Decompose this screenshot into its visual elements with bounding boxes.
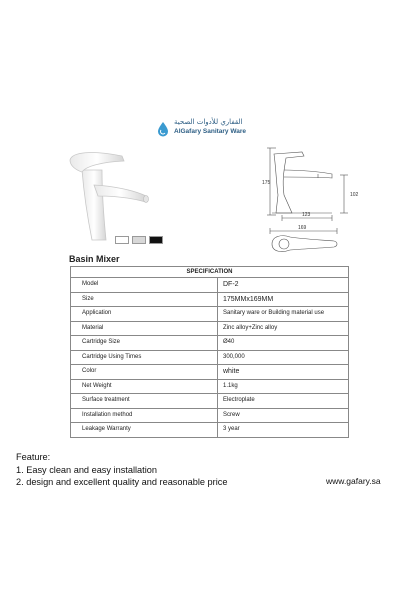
- swatch-white: [115, 236, 129, 244]
- dim-length: 169: [298, 225, 307, 231]
- spec-label: Surface treatment: [71, 394, 218, 409]
- spec-value: DF-2: [218, 278, 349, 293]
- spec-value: white: [218, 365, 349, 380]
- spec-label: Leakage Warranty: [71, 423, 218, 438]
- spec-label: Cartridge Using Times: [71, 350, 218, 365]
- swatch-grey: [132, 236, 146, 244]
- spec-label: Color: [71, 365, 218, 380]
- swatch-black: [149, 236, 163, 244]
- brand-logo: [156, 118, 266, 140]
- table-row: [71, 321, 349, 336]
- feature-item: 2. design and excellent quality and reasonable price: [16, 477, 228, 487]
- table-row: [71, 292, 349, 307]
- spec-label: Installation method: [71, 408, 218, 423]
- spec-value: 175MMx169MM: [218, 292, 349, 307]
- spec-value: Zinc alloy+Zinc alloy: [218, 321, 349, 336]
- spec-label: Model: [71, 278, 218, 293]
- water-drop-icon: [156, 121, 170, 137]
- product-title: Basin Mixer: [69, 254, 120, 264]
- table-row: [71, 350, 349, 365]
- spec-label: Material: [71, 321, 218, 336]
- spec-value: Ø40: [218, 336, 349, 351]
- spec-value: Sanitary ware or Building material use: [218, 307, 349, 322]
- spec-value: 3 year: [218, 423, 349, 438]
- spec-label: Application: [71, 307, 218, 322]
- table-row: [71, 365, 349, 380]
- table-row: [71, 423, 349, 438]
- spec-value: Electroplate: [218, 394, 349, 409]
- brand-name-arabic: القفاري للأدوات الصحية: [174, 118, 243, 126]
- faucet-image: [62, 140, 172, 250]
- spec-value: 300,000: [218, 350, 349, 365]
- spec-value: 1.1kg: [218, 379, 349, 394]
- spec-label: Cartridge Size: [71, 336, 218, 351]
- dim-height-total: 175: [262, 180, 271, 186]
- website-link[interactable]: www.gafary.sa: [326, 476, 381, 486]
- spec-header: SPECIFICATION: [71, 267, 349, 278]
- color-swatches: [115, 236, 163, 244]
- spec-value: Screw: [218, 408, 349, 423]
- table-row: [71, 408, 349, 423]
- feature-item: 1. Easy clean and easy installation: [16, 464, 157, 475]
- table-row: [71, 278, 349, 293]
- spec-label: Net Weight: [71, 379, 218, 394]
- feature-list: [16, 451, 227, 489]
- technical-drawing: [262, 140, 372, 265]
- specification-table: [70, 266, 349, 438]
- spec-label: Size: [71, 292, 218, 307]
- table-row: [71, 307, 349, 322]
- table-row: [71, 394, 349, 409]
- brand-name-english: AlGafary Sanitary Ware: [174, 128, 247, 135]
- dim-reach: 123: [302, 212, 311, 218]
- feature-heading: Feature:: [16, 452, 51, 462]
- table-row: [71, 379, 349, 394]
- dim-height-spout: 102: [350, 192, 359, 198]
- table-row: [71, 336, 349, 351]
